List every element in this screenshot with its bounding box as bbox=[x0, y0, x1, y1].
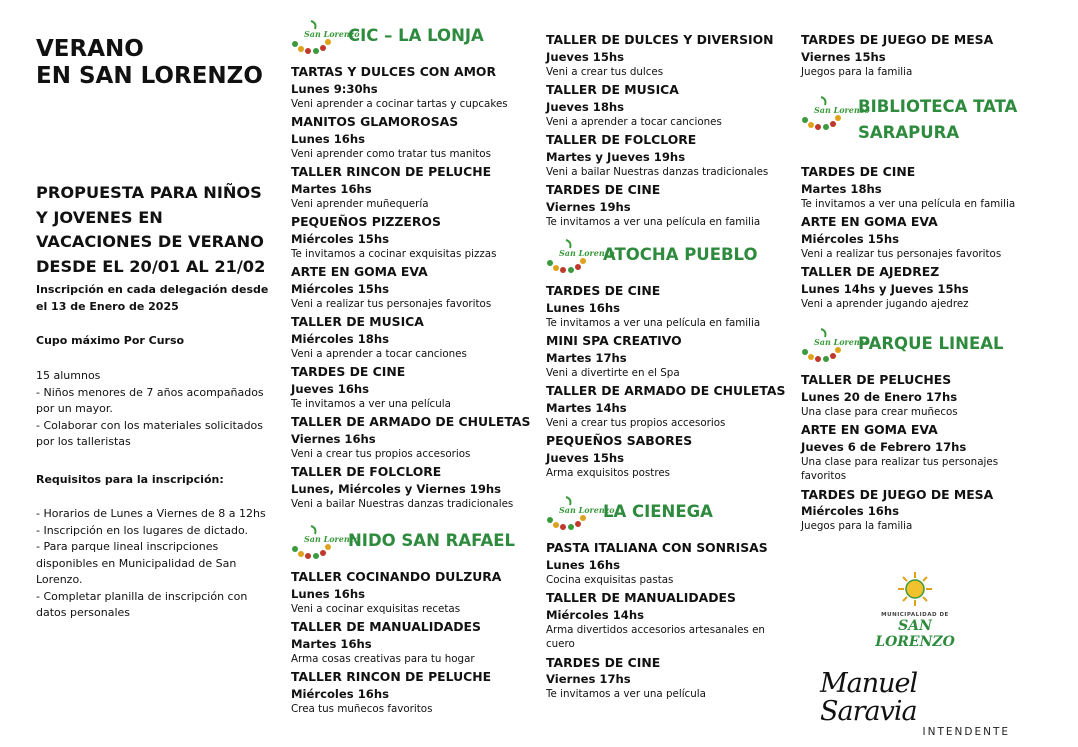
title-line-1: VERANO bbox=[36, 36, 144, 62]
requirements-list bbox=[36, 506, 276, 622]
municipality-name: SAN LORENZO bbox=[875, 618, 955, 650]
cupo-block bbox=[36, 368, 276, 451]
workshop-list bbox=[546, 32, 791, 229]
workshop-item bbox=[546, 132, 791, 179]
workshop-item bbox=[291, 114, 536, 161]
section-header bbox=[291, 523, 536, 559]
workshop-name: TARDES DE CINE bbox=[546, 182, 661, 197]
workshop-name: TALLER DE MUSICA bbox=[291, 314, 424, 329]
workshop-name: TALLER DE MANUALIDADES bbox=[546, 590, 736, 605]
subtitle: PROPUESTA PARA NIÑOS Y JOVENES EN VACACIONES DE VERANO DESDE EL 20/01 AL 21/02 bbox=[36, 183, 266, 276]
workshop-description: Te invitamos a ver una película bbox=[546, 688, 706, 700]
workshop-description: Veni aprender a cocinar tartas y cupcakes bbox=[291, 97, 508, 110]
workshop-description: Juegos para la familia bbox=[801, 65, 913, 78]
workshop-schedule: Miércoles 16hs bbox=[801, 504, 899, 518]
section-atocha-pueblo bbox=[546, 237, 791, 483]
workshop-item bbox=[291, 264, 536, 311]
workshop-item bbox=[546, 383, 791, 430]
workshop-item bbox=[546, 82, 791, 129]
workshop-schedule: Martes 16hs bbox=[291, 181, 372, 196]
workshop-schedule: Lunes 16hs bbox=[291, 586, 365, 601]
workshop-schedule: Martes 16hs bbox=[291, 636, 372, 651]
section-cic-la-lonja bbox=[291, 18, 536, 514]
section-title: CIC – LA LONJA bbox=[348, 26, 484, 45]
workshop-description: Arma exquisitos postres bbox=[546, 466, 671, 479]
section-header bbox=[801, 94, 1046, 146]
workshop-schedule: Lunes 16hs bbox=[291, 131, 365, 146]
workshop-description: Veni a bailar Nuestras danzas tradicionales bbox=[291, 497, 514, 510]
section-title-line-2: SARAPURA bbox=[858, 123, 960, 142]
workshop-description: Te invitamos a ver una película bbox=[291, 397, 451, 410]
section-biblioteca-tata-sarapura bbox=[801, 94, 1046, 314]
inscription-note: Inscripción en cada delegación desde el 13 de Enero de 2025 bbox=[36, 283, 269, 313]
signature-name: Manuel Saravia bbox=[820, 668, 918, 727]
workshop-item bbox=[546, 590, 791, 652]
workshop-item bbox=[546, 182, 791, 229]
workshop-item bbox=[291, 64, 536, 111]
cupo-title: Cupo máximo Por Curso bbox=[36, 334, 185, 347]
workshop-list bbox=[801, 164, 1046, 311]
workshop-item bbox=[291, 314, 536, 361]
cupo-count: 15 alumnos bbox=[36, 369, 101, 382]
workshop-schedule: Jueves 15hs bbox=[546, 450, 625, 465]
requirement-item: - Completar planilla de inscripción con datos personales bbox=[36, 589, 248, 619]
workshop-schedule: Jueves 16hs bbox=[291, 381, 370, 396]
workshop-schedule: Lunes, Miércoles y Viernes 19hs bbox=[291, 481, 502, 496]
workshop-name: PEQUEÑOS PIZZEROS bbox=[291, 214, 441, 229]
section-title bbox=[858, 94, 1017, 146]
san-lorenzo-logo-icon bbox=[291, 18, 360, 54]
workshop-item bbox=[801, 164, 1046, 211]
workshop-schedule: Miércoles 15hs bbox=[801, 231, 899, 246]
workshop-schedule: Viernes 17hs bbox=[546, 672, 631, 686]
workshop-description: Una clase para realizar tus personajes favoritos bbox=[801, 455, 999, 482]
workshop-name: TALLER RINCON DE PELUCHE bbox=[291, 669, 492, 684]
workshop-name: TALLER DE FOLCLORE bbox=[546, 132, 697, 147]
workshop-description: Te invitamos a ver una película en familia bbox=[546, 215, 761, 228]
workshop-name: TARDES DE CINE bbox=[801, 164, 916, 179]
workshop-item bbox=[546, 333, 791, 380]
san-lorenzo-logo-icon bbox=[801, 326, 870, 362]
workshop-list bbox=[291, 64, 536, 511]
workshop-schedule: Lunes 9:30hs bbox=[291, 81, 378, 96]
workshop-description: Veni a crear tus propios accesorios bbox=[291, 447, 471, 460]
san-lorenzo-logo-icon bbox=[546, 237, 615, 273]
workshop-description: Veni a cocinar exquisitas recetas bbox=[291, 602, 461, 615]
workshop-schedule: Jueves 6 de Febrero 17hs bbox=[801, 439, 967, 454]
san-lorenzo-logo-icon bbox=[801, 94, 870, 130]
workshop-description: Arma cosas creativas para tu hogar bbox=[291, 652, 475, 665]
requirement-item: - Inscripción en los lugares de dictado. bbox=[36, 523, 249, 537]
workshop-name: TALLER DE AJEDREZ bbox=[801, 264, 940, 279]
svg-text:San Lorenzo: San Lorenzo bbox=[304, 29, 360, 39]
municipality-logo bbox=[870, 570, 960, 650]
workshop-description: Juegos para la familia bbox=[801, 520, 913, 532]
workshop-description: Una clase para crear muñecos bbox=[801, 405, 958, 418]
workshop-name: MANITOS GLAMOROSAS bbox=[291, 114, 459, 129]
svg-text:San Lorenzo: San Lorenzo bbox=[559, 505, 615, 515]
san-lorenzo-logo-icon bbox=[291, 523, 360, 559]
workshop-name: TALLER DE MUSICA bbox=[546, 82, 679, 97]
workshop-schedule: Miércoles 14hs bbox=[546, 607, 644, 622]
workshop-description: Veni a realizar tus personajes favoritos bbox=[801, 247, 1002, 260]
workshop-schedule: Lunes 16hs bbox=[546, 300, 620, 315]
workshop-name: TALLER RINCON DE PELUCHE bbox=[291, 164, 492, 179]
workshop-name: TALLER COCINANDO DULZURA bbox=[291, 569, 502, 584]
workshop-item bbox=[291, 214, 536, 261]
workshop-description: Veni a crear tus dulces bbox=[546, 65, 664, 78]
workshop-schedule: Martes 18hs bbox=[801, 181, 882, 196]
workshop-list bbox=[546, 283, 791, 480]
workshop-item bbox=[291, 164, 536, 211]
workshop-schedule: Lunes 16hs bbox=[546, 557, 620, 572]
mayor-signature bbox=[820, 670, 1020, 738]
workshop-description: Veni a crear tus propios accesorios bbox=[546, 416, 726, 429]
workshop-schedule: Lunes 14hs y Jueves 15hs bbox=[801, 281, 969, 296]
workshop-item bbox=[801, 264, 1046, 311]
section-atocha-continued bbox=[801, 32, 1046, 82]
workshop-name: TARDES DE JUEGO DE MESA bbox=[801, 486, 994, 502]
section-title: NIDO SAN RAFAEL bbox=[348, 531, 516, 550]
workshop-item bbox=[291, 414, 536, 461]
cupo-rule: - Niños menores de 7 años acompañados por un mayor. bbox=[36, 385, 264, 415]
workshop-item bbox=[801, 32, 1046, 79]
workshop-list bbox=[801, 372, 1046, 534]
workshop-description: Cocina exquisitas pastas bbox=[546, 573, 674, 586]
workshop-schedule: Martes 17hs bbox=[546, 350, 627, 365]
workshop-name: MINI SPA CREATIVO bbox=[546, 333, 682, 348]
requirements-title: Requisitos para la inscripción: bbox=[36, 473, 224, 486]
workshop-item bbox=[801, 422, 1046, 484]
municipality-label: MUNICIPALIDAD DE bbox=[881, 612, 949, 618]
workshop-description: Veni a bailar Nuestras danzas tradicionales bbox=[546, 165, 769, 178]
san-lorenzo-logo-icon bbox=[546, 494, 615, 530]
section-header bbox=[546, 494, 791, 530]
svg-text:San Lorenzo: San Lorenzo bbox=[304, 534, 360, 544]
main-title bbox=[36, 36, 263, 90]
svg-text:San Lorenzo: San Lorenzo bbox=[814, 337, 870, 347]
workshop-name: TALLER DE MANUALIDADES bbox=[291, 619, 481, 634]
section-header bbox=[546, 237, 791, 273]
workshop-item bbox=[291, 464, 536, 511]
workshop-schedule: Miércoles 16hs bbox=[291, 686, 389, 701]
workshop-item bbox=[291, 569, 536, 616]
section-header bbox=[291, 18, 536, 54]
mayor-role: INTENDENTE bbox=[922, 726, 1010, 738]
workshop-name: TARDES DE CINE bbox=[291, 364, 406, 379]
workshop-name: TARTAS Y DULCES CON AMOR bbox=[291, 64, 497, 79]
workshop-schedule: Martes 14hs bbox=[546, 400, 627, 415]
section-parque-lineal bbox=[801, 326, 1046, 537]
section-title: LA CIENEGA bbox=[603, 502, 713, 521]
workshop-name: ARTE EN GOMA EVA bbox=[801, 214, 938, 229]
workshop-name: TALLER DE ARMADO DE CHULETAS bbox=[291, 414, 531, 429]
workshop-schedule: Viernes 19hs bbox=[546, 199, 631, 214]
workshop-item bbox=[291, 619, 536, 666]
section-nido-san-rafael bbox=[291, 523, 536, 719]
section-title: PARQUE LINEAL bbox=[858, 334, 1004, 353]
workshop-list bbox=[291, 569, 536, 716]
workshop-schedule: Miércoles 15hs bbox=[291, 231, 389, 246]
svg-text:San Lorenzo: San Lorenzo bbox=[559, 248, 615, 258]
workshop-description: Veni a realizar tus personajes favoritos bbox=[291, 297, 492, 310]
workshop-description: Veni a aprender a tocar canciones bbox=[546, 115, 722, 128]
workshop-item bbox=[546, 433, 791, 480]
workshop-name: PASTA ITALIANA CON SONRISAS bbox=[546, 540, 768, 555]
workshop-description: Crea tus muñecos favoritos bbox=[291, 702, 433, 715]
workshop-name: PEQUEÑOS SABORES bbox=[546, 433, 693, 448]
workshop-schedule: Viernes 16hs bbox=[291, 431, 376, 446]
workshop-description: Veni aprender como tratar tus manitos bbox=[291, 147, 491, 160]
workshop-description: Te invitamos a ver una película en familia bbox=[801, 197, 1016, 210]
workshop-item bbox=[546, 655, 791, 702]
workshop-name: TALLER DE ARMADO DE CHULETAS bbox=[546, 383, 786, 398]
workshop-name: TALLER DE DULCES Y DIVERSION bbox=[546, 32, 774, 47]
workshop-schedule: Miércoles 15hs bbox=[291, 281, 389, 296]
section-title: ATOCHA PUEBLO bbox=[603, 245, 758, 264]
title-line-2: EN SAN LORENZO bbox=[36, 63, 263, 89]
workshop-item bbox=[801, 487, 1046, 534]
svg-text:San Lorenzo: San Lorenzo bbox=[814, 105, 870, 115]
section-cic-continued bbox=[546, 32, 791, 232]
workshop-name: ARTE EN GOMA EVA bbox=[801, 422, 938, 437]
workshop-schedule: Jueves 15hs bbox=[546, 49, 625, 64]
workshop-name: TALLER DE PELUCHES bbox=[801, 372, 952, 387]
workshop-name: ARTE EN GOMA EVA bbox=[291, 264, 428, 279]
workshop-description: Te invitamos a ver una película en familia bbox=[546, 316, 761, 329]
workshop-item bbox=[546, 32, 791, 79]
requirement-item: - Para parque lineal inscripciones disponibles en Municipalidad de San Lorenzo. bbox=[36, 540, 237, 586]
workshop-item bbox=[801, 372, 1046, 419]
workshop-name: TARDES DE CINE bbox=[546, 283, 661, 298]
workshop-schedule: Miércoles 18hs bbox=[291, 331, 389, 346]
sun-emblem-icon bbox=[895, 570, 935, 608]
workshop-item bbox=[291, 669, 536, 716]
workshop-schedule: Viernes 15hs bbox=[801, 49, 886, 64]
workshop-name: TARDES DE JUEGO DE MESA bbox=[801, 32, 994, 47]
workshop-description: Te invitamos a cocinar exquisitas pizzas bbox=[291, 247, 497, 260]
workshop-description: Arma divertidos accesorios artesanales en cuero bbox=[546, 623, 765, 650]
workshop-name: TARDES DE CINE bbox=[546, 654, 661, 670]
workshop-schedule: Jueves 18hs bbox=[546, 99, 625, 114]
workshop-description: Veni a aprender a tocar canciones bbox=[291, 347, 467, 360]
workshop-item bbox=[546, 283, 791, 330]
cupo-rule: - Colaborar con los materiales solicitados por los talleristas bbox=[36, 418, 264, 448]
workshop-item bbox=[801, 214, 1046, 261]
workshop-schedule: Martes y Jueves 19hs bbox=[546, 149, 686, 164]
workshop-list bbox=[546, 540, 791, 702]
requirement-item: - Horarios de Lunes a Viernes de 8 a 12hs bbox=[36, 507, 266, 520]
workshop-description: Veni a aprender jugando ajedrez bbox=[801, 297, 969, 310]
workshop-item bbox=[546, 540, 791, 587]
workshop-schedule: Lunes 20 de Enero 17hs bbox=[801, 389, 958, 404]
section-title-line-1: BIBLIOTECA TATA bbox=[858, 97, 1018, 116]
section-header bbox=[801, 326, 1046, 362]
workshop-item bbox=[291, 364, 536, 411]
workshop-name: TALLER DE FOLCLORE bbox=[291, 464, 442, 479]
workshop-description: Veni aprender muñequería bbox=[291, 197, 429, 210]
workshop-description: Veni a divertirte en el Spa bbox=[546, 366, 680, 379]
section-la-cienega bbox=[546, 494, 791, 705]
